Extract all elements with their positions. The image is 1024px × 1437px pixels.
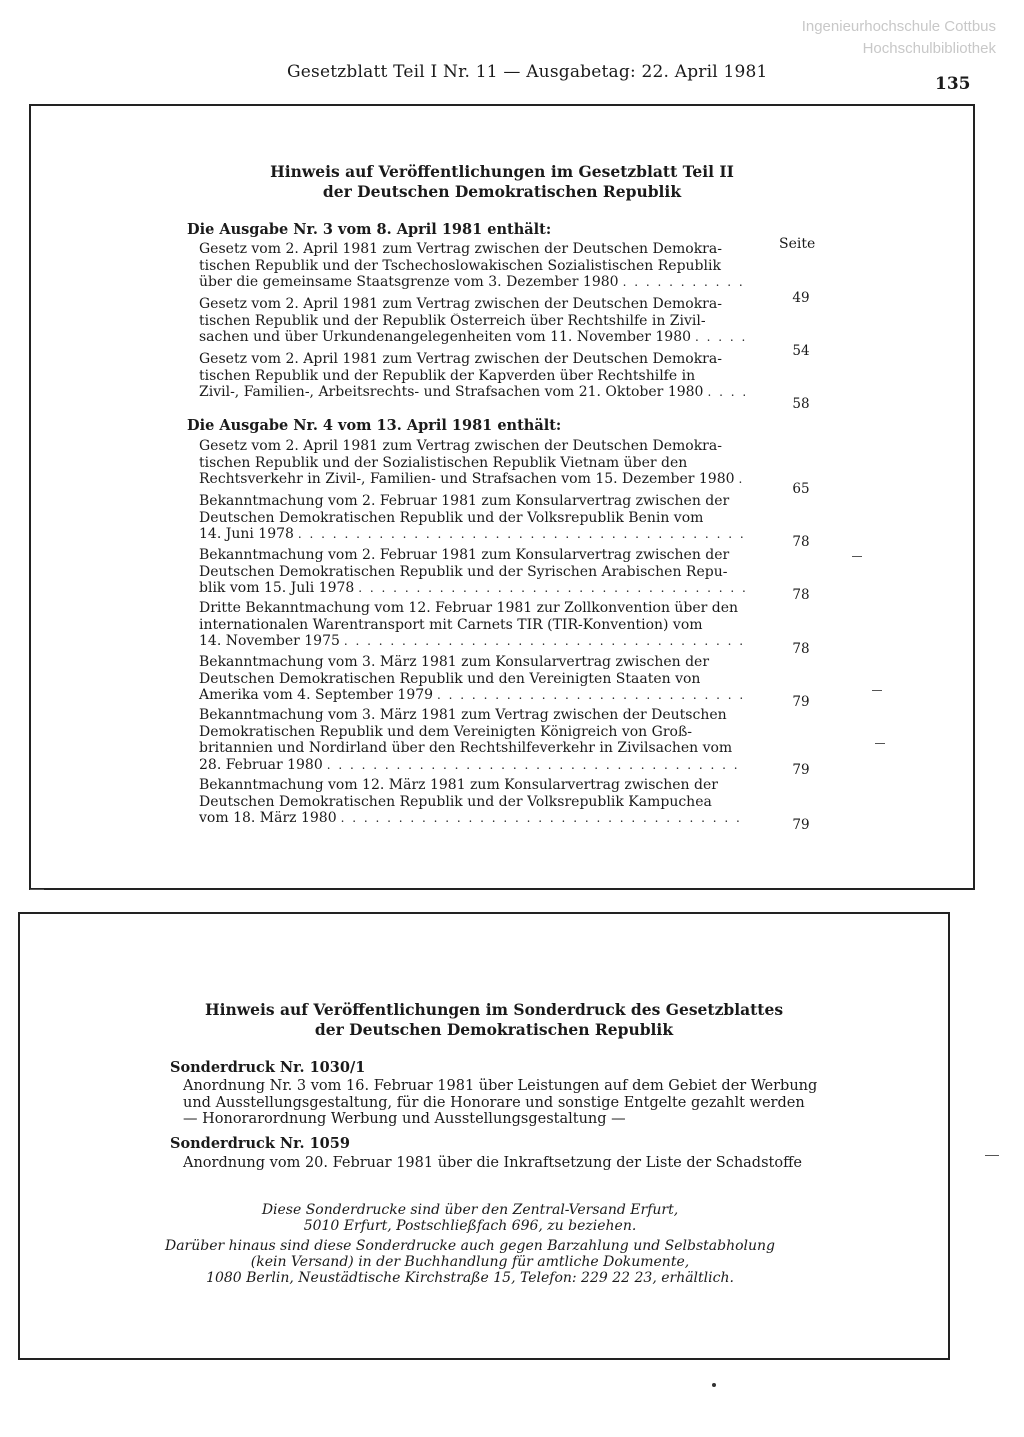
notice-title: [30, 1000, 958, 1040]
sonderdruck-description: [183, 1155, 802, 1172]
entry-line: Bekanntmachung vom 2. Februar 1981 zum Konsularvertrag zwischen der: [199, 493, 730, 509]
page-reference: 78: [792, 641, 810, 657]
description-line: Anordnung Nr. 3 vom 16. Februar 1981 über Leistungen auf dem Gebiet der Werbung: [183, 1078, 818, 1094]
entry-line: Bekanntmachung vom 2. Februar 1981 zum Konsularvertrag zwischen der: [199, 547, 730, 563]
entry-line: Gesetz vom 2. April 1981 zum Vertrag zwischen der Deutschen Demokra-: [199, 296, 722, 312]
entry-line: Deutschen Demokratischen Republik und der Syrischen Arabischen Repu-: [199, 563, 728, 580]
page-reference: 79: [792, 817, 810, 833]
scan-mark: [30, 889, 44, 890]
scan-mark: [875, 743, 885, 744]
entry-line: tischen Republik und der Sozialistischen Republik Vietnam über den: [199, 454, 688, 471]
toc-entry: [199, 777, 745, 827]
notice-box-gesetzblatt-teil-ii: [29, 104, 975, 890]
entry-line: Bekanntmachung vom 12. März 1981 zum Konsularvertrag zwischen der: [199, 777, 718, 793]
notice-box-sonderdruck: [18, 912, 950, 1360]
entry-line: Deutschen Demokratischen Republik und den Vereinigten Staaten von: [199, 670, 701, 687]
issue-heading: Die Ausgabe Nr. 4 vom 13. April 1981 enthält:: [187, 417, 562, 434]
entry-line: 28. Februar 1980: [199, 756, 323, 773]
page-reference: 54: [792, 343, 810, 359]
leader-dots: [739, 471, 745, 488]
entry-last-line: [199, 329, 745, 346]
entry-last-line: [199, 384, 745, 401]
entry-last-line: [199, 633, 745, 650]
page-reference: 79: [792, 694, 810, 710]
entry-line: sachen und über Urkundenangelegenheiten vom 11. November 1980: [199, 329, 692, 345]
notice-title-line-2: der Deutschen Demokratischen Republik: [322, 182, 682, 201]
scan-mark: [985, 1155, 999, 1156]
page-reference: 78: [792, 587, 810, 603]
scan-mark: [852, 556, 862, 557]
issue-heading: Die Ausgabe Nr. 3 vom 8. April 1981 enthält:: [187, 221, 552, 238]
entry-line: blik vom 15. Juli 1978: [199, 580, 355, 596]
toc-entry: [199, 654, 745, 704]
entry-last-line: [199, 526, 745, 543]
scan-speck: [712, 1383, 716, 1387]
note-line: 5010 Erfurt, Postschließfach 696, zu beziehen.: [303, 1218, 637, 1234]
entry-last-line: [199, 580, 745, 597]
scan-mark: [872, 690, 882, 691]
notice-title-line-1: Hinweis auf Veröffentlichungen im Sonderdruck des Gesetzblattes: [204, 1000, 784, 1019]
entry-line: tischen Republik und der Republik der Kapverden über Rechtshilfe in: [199, 367, 696, 384]
entry-line: Deutschen Demokratischen Republik und der Volksrepublik Benin vom: [199, 509, 704, 526]
page-reference: 58: [792, 396, 810, 412]
notice-title-line-1: Hinweis auf Veröffentlichungen im Gesetzblatt Teil II: [270, 162, 734, 181]
entry-line: Gesetz vom 2. April 1981 zum Vertrag zwischen der Deutschen Demokra-: [199, 438, 722, 454]
entry-line: Bekanntmachung vom 3. März 1981 zum Konsularvertrag zwischen der: [199, 654, 710, 670]
leader-dots: [623, 274, 745, 291]
leader-dots: [344, 633, 745, 650]
entry-line: tischen Republik und der Tschechoslowakischen Sozialistischen Republik: [199, 257, 721, 274]
toc-entry: [199, 547, 745, 597]
library-stamp: [796, 16, 996, 60]
description-line: — Honorarordnung Werbung und Ausstellungsgestaltung —: [183, 1111, 626, 1127]
page-reference: 65: [792, 481, 810, 497]
entry-line: 14. Juni 1978: [199, 526, 294, 542]
note-line: 1080 Berlin, Neustädtische Kirchstraße 15, Telefon: 229 22 23, erhältlich.: [206, 1270, 734, 1286]
stamp-line-2: Hochschulbibliothek: [862, 40, 996, 57]
toc-entry: [199, 493, 745, 543]
entry-line: Bekanntmachung vom 3. März 1981 zum Vertrag zwischen der Deutschen: [199, 707, 727, 723]
leader-dots: [327, 757, 745, 774]
entry-line: Dritte Bekanntmachung vom 12. Februar 1981 zur Zollkonvention über den: [199, 600, 739, 616]
description-line: und Ausstellungsgestaltung, für die Honorare und sonstige Entgelte gezahlt werden: [183, 1094, 805, 1111]
entry-line: über die gemeinsame Staatsgrenze vom 3. Dezember 1980: [199, 274, 619, 290]
leader-dots: [437, 687, 745, 704]
ordering-note: [180, 1202, 760, 1234]
entry-line: internationalen Warentransport mit Carnets TIR (TIR-Konvention) vom: [199, 616, 703, 633]
page-reference: 79: [792, 762, 810, 778]
page-reference: 49: [792, 290, 810, 306]
sonderdruck-heading: Sonderdruck Nr. 1030/1: [170, 1059, 366, 1076]
pickup-note: [150, 1238, 790, 1286]
note-line: Diese Sonderdrucke sind über den Zentral-Versand Erfurt,: [261, 1202, 679, 1218]
leader-dots: [298, 526, 745, 543]
entry-line: Gesetz vom 2. April 1981 zum Vertrag zwischen der Deutschen Demokra-: [199, 241, 722, 257]
page-number: 135: [935, 74, 971, 94]
toc-entry: [199, 241, 745, 291]
toc-entry: [199, 351, 745, 401]
description-line: Anordnung vom 20. Februar 1981 über die Inkraftsetzung der Liste der Schadstoffe: [183, 1155, 802, 1171]
toc-entry: [199, 438, 745, 488]
note-line: (kein Versand) in der Buchhandlung für amtliche Dokumente,: [250, 1254, 690, 1270]
leader-dots: [707, 384, 745, 401]
note-line: Darüber hinaus sind diese Sonderdrucke auch gegen Barzahlung und Selbstabholung: [164, 1238, 776, 1254]
entry-line: Deutschen Demokratischen Republik und der Volksrepublik Kampuchea: [199, 793, 712, 810]
entry-line: britannien und Nordirland über den Rechtshilfeverkehr in Zivilsachen vom: [199, 740, 733, 756]
leader-dots: [695, 329, 745, 346]
toc-entry: [199, 600, 745, 650]
entry-line: Amerika vom 4. September 1979: [199, 687, 434, 703]
leader-dots: [358, 580, 745, 597]
notice-title: [31, 162, 973, 202]
page-reference: 78: [792, 534, 810, 550]
entry-line: 14. November 1975: [199, 633, 340, 649]
entry-line: vom 18. März 1980: [199, 810, 337, 826]
sonderdruck-description: [183, 1078, 817, 1128]
entry-line: Rechtsverkehr in Zivil-, Familien- und Strafsachen vom 15. Dezember 1980: [199, 471, 735, 487]
entry-last-line: [199, 687, 745, 704]
notice-title-line-2: der Deutschen Demokratischen Republik: [314, 1020, 674, 1039]
running-header: Gesetzblatt Teil I Nr. 11 — Ausgabetag: 22. April 1981: [287, 62, 768, 82]
entry-last-line: [199, 810, 745, 827]
entry-last-line: [199, 471, 745, 488]
entry-last-line: [199, 757, 745, 774]
entry-line: Gesetz vom 2. April 1981 zum Vertrag zwischen der Deutschen Demokra-: [199, 351, 722, 367]
stamp-line-1: Ingenieurhochschule Cottbus: [801, 18, 996, 35]
leader-dots: [341, 810, 745, 827]
toc-entry: [199, 296, 745, 346]
entry-last-line: [199, 274, 745, 291]
seite-column-label: Seite: [779, 236, 816, 252]
toc-entry: [199, 707, 745, 773]
entry-line: tischen Republik und der Republik Österreich über Rechtshilfe in Zivil-: [199, 312, 706, 329]
entry-line: Zivil-, Familien-, Arbeitsrechts- und Strafsachen vom 21. Oktober 1980: [199, 384, 704, 400]
sonderdruck-heading: Sonderdruck Nr. 1059: [170, 1135, 350, 1152]
entry-line: Demokratischen Republik und dem Vereinigten Königreich von Groß-: [199, 723, 693, 740]
